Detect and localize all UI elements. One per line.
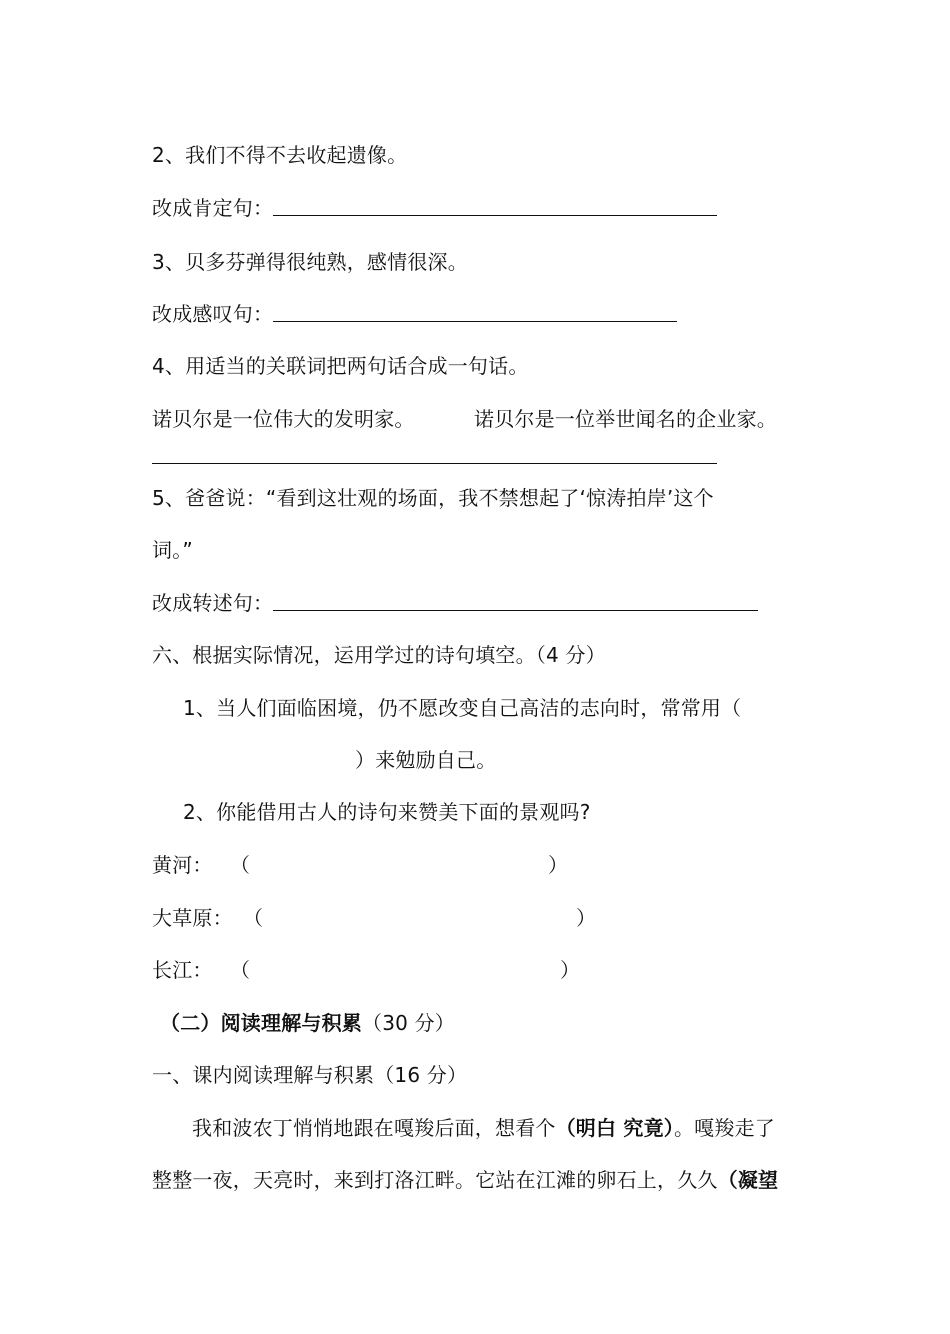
q2-answer-blank[interactable] (273, 215, 717, 216)
reading1-p2-bold-choice: （凝望 (717, 1168, 779, 1192)
section6-item1-line1: 1、当人们面临困境，仍不愿改变自己高洁的志向时，常常用（ (183, 696, 742, 720)
fill-close-paren-yangtze: ） (560, 958, 581, 982)
section6-item1-line2: ）来勉励自己。 (355, 748, 497, 772)
section6-item2: 2、你能借用古人的诗句来赞美下面的景观吗? (183, 800, 591, 824)
q3-instruction: 改成感叹句： (152, 302, 274, 326)
fill-label-yellow-river: 黄河： (152, 853, 213, 877)
reading1-p2-text-a: 整整一夜，天亮时，来到打洛江畔。它站在江滩的卵石上，久久 (152, 1168, 718, 1192)
reading1-p1-bold-choice: （明白 究竟） (555, 1116, 674, 1140)
reading1-title: 一、课内阅读理解与积累（16 分） (152, 1063, 468, 1087)
q2-instruction: 改成肯定句： (152, 196, 274, 220)
fill-close-paren-grassland: ） (576, 906, 597, 930)
reading1-p1-text-b: 。嘎羧走了 (673, 1116, 775, 1140)
fill-open-paren-grassland: （ (243, 906, 264, 930)
part2-heading (160, 1009, 455, 1037)
q4-part-a: 诺贝尔是一位伟大的发明家。 (152, 407, 415, 431)
fill-open-paren-yellow-river: （ (230, 853, 251, 877)
reading1-paragraph-line1 (192, 1114, 775, 1142)
q5-line1: 5、爸爸说：“看到这壮观的场面，我不禁想起了‘惊涛拍岸’这个 (152, 486, 714, 510)
fill-close-paren-yellow-river: ） (548, 853, 569, 877)
q4-sentence: 4、用适当的关联词把两句话合成一句话。 (152, 354, 529, 378)
fill-label-yangtze: 长江： (152, 958, 213, 982)
q4-part-b: 诺贝尔是一位举世闻名的企业家。 (474, 407, 777, 431)
reading1-paragraph-line2 (152, 1166, 778, 1194)
part2-heading-bold: （二）阅读理解与积累 (160, 1011, 362, 1035)
q3-sentence: 3、贝多芬弹得很纯熟，感情很深。 (152, 250, 468, 274)
part2-heading-score: （30 分） (362, 1011, 456, 1035)
q5-instruction: 改成转述句： (152, 591, 274, 615)
reading1-p1-text-a: 我和波农丁悄悄地跟在嘎羧后面，想看个 (192, 1116, 556, 1140)
q5-answer-blank[interactable] (273, 610, 758, 611)
section6-title: 六、根据实际情况，运用学过的诗句填空。（4 分） (152, 643, 606, 667)
q5-line2: 词。” (152, 538, 193, 562)
q3-answer-blank[interactable] (273, 321, 677, 322)
q4-answer-blank[interactable] (152, 463, 717, 464)
fill-open-paren-yangtze: （ (230, 958, 251, 982)
q2-sentence: 2、我们不得不去收起遗像。 (152, 143, 408, 167)
fill-label-grassland: 大草原： (152, 906, 233, 930)
